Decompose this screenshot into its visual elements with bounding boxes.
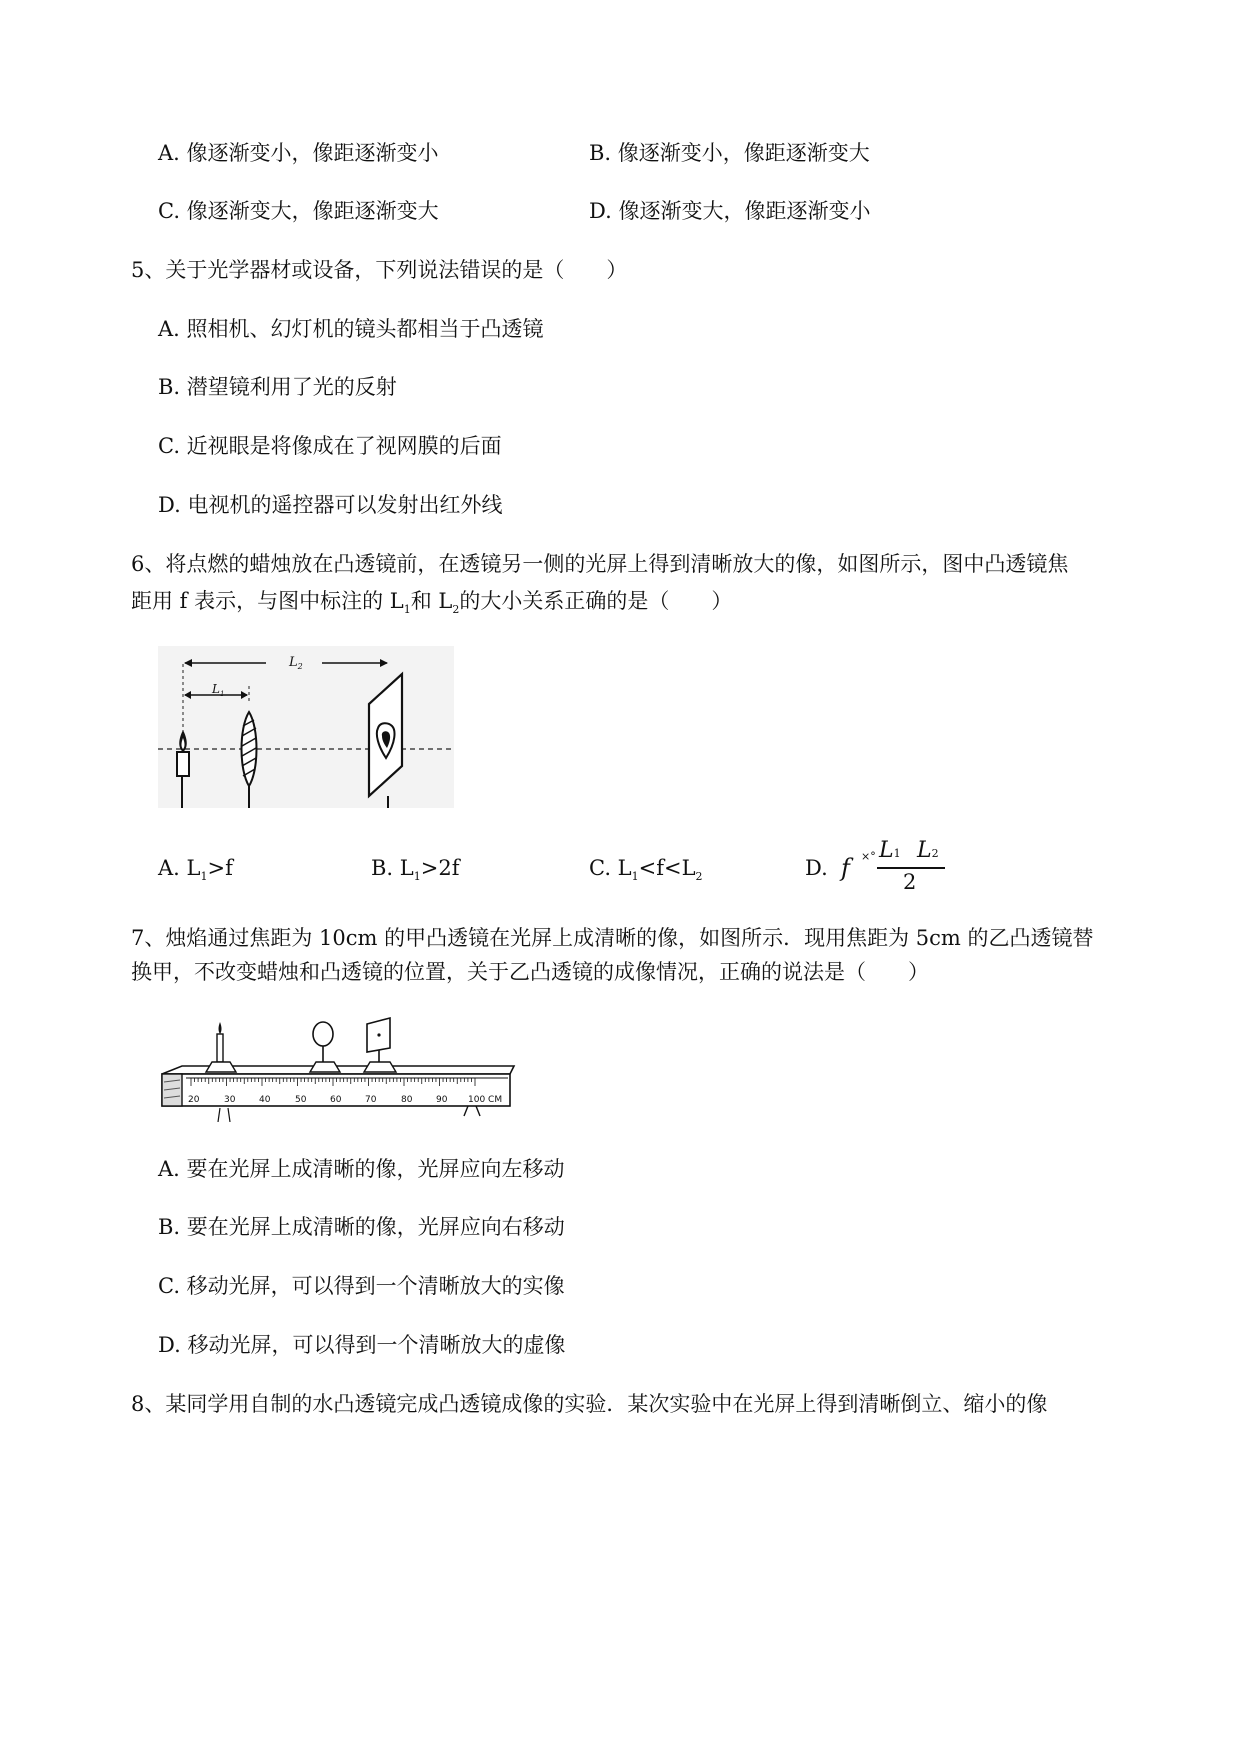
q6-option-a: A. $L_1>f$ — [158, 856, 233, 883]
q7-stem-line1: 7、烛焰通过焦距为 10cm 的甲凸透镜在光屏上成清晰的像，如图所示．现用焦距为 5cm 的乙凸透镜替 — [131, 926, 1094, 950]
q6-stem-sub1: 1 — [403, 603, 411, 616]
q5-option-d: D. 电视机的遥控器可以发射出红外线 — [158, 493, 503, 517]
q6-stem-text-b: 和 L — [410, 589, 453, 613]
q5-option-b: B. 潜望镜利用了光的反射 — [158, 375, 397, 399]
q7-stem-line2: 换甲，不改变蜡烛和凸透镜的位置，关于乙凸透镜的成像情况，正确的说法是（ ） — [131, 960, 929, 984]
fraction-bar — [877, 867, 945, 869]
formula-numerator-l1: L1 — [879, 838, 901, 863]
q5-option-a: A. 照相机、幻灯机的镜头都相当于凸透镜 — [158, 317, 544, 341]
q6-stem-text-a: 距用 f 表示，与图中标注的 L — [131, 589, 404, 613]
ruler-label-40: 40 — [259, 1095, 271, 1105]
q5-option-c: C. 近视眼是将像成在了视网膜的后面 — [158, 434, 502, 458]
q4-option-d: D. 像逐渐变大，像距逐渐变小 — [589, 199, 871, 223]
ruler-label-100: 100 CM — [468, 1095, 503, 1105]
ruler-label-50: 50 — [295, 1095, 307, 1105]
q6-stem-text-c: 的大小关系正确的是（ ） — [459, 589, 733, 613]
q5-stem: 5、关于光学器材或设备，下列说法错误的是（ ） — [131, 258, 628, 282]
l1-label: $L_1$ — [212, 682, 225, 698]
q7-option-b: B. 要在光屏上成清晰的像，光屏应向右移动 — [158, 1215, 565, 1239]
q8-stem-line1: 8、某同学用自制的水凸透镜完成凸透镜成像的实验．某次实验中在光屏上得到清晰倒立、缩小的像 — [131, 1392, 1048, 1416]
q4-option-b: B. 像逐渐变小，像距逐渐变大 — [589, 141, 870, 165]
formula-f: f — [841, 854, 850, 882]
q7-option-c: C. 移动光屏，可以得到一个清晰放大的实像 — [158, 1274, 565, 1298]
formula-symbol: ×° — [861, 850, 876, 863]
bench-leg — [464, 1106, 468, 1116]
bench-lens-icon — [310, 1022, 340, 1072]
q7-option-a: A. 要在光屏上成清晰的像，光屏应向左移动 — [158, 1157, 565, 1181]
ruler-label-30: 30 — [224, 1095, 236, 1105]
q6-option-d-formula — [835, 838, 955, 898]
ruler-label-80: 80 — [401, 1095, 413, 1105]
ruler-label-70: 70 — [365, 1095, 377, 1105]
q6-stem-sub2: 2 — [452, 603, 460, 616]
figure-background — [158, 646, 454, 808]
q7-optical-bench-figure — [158, 1016, 518, 1122]
q4-option-c: C. 像逐渐变大，像距逐渐变大 — [158, 199, 439, 223]
q7-option-d: D. 移动光屏，可以得到一个清晰放大的虚像 — [158, 1333, 566, 1357]
q6-option-b: B. $L_1>2f$ — [371, 856, 460, 883]
ruler-label-90: 90 — [436, 1095, 448, 1105]
q6-stem-line2 — [131, 586, 732, 620]
formula-numerator-l2: L2 — [917, 838, 939, 863]
bench-candle-icon — [206, 1022, 236, 1122]
bench-screen-icon — [364, 1018, 396, 1072]
formula-denominator: 2 — [903, 870, 917, 894]
q6-option-d-label: D. — [805, 856, 828, 880]
q6-option-c: C. $L_1<f<L_2$ — [589, 856, 703, 883]
l2-label: $L_2$ — [289, 655, 303, 671]
ruler-label-60: 60 — [330, 1095, 342, 1105]
q6-lens-figure — [158, 646, 454, 808]
q4-option-a: A. 像逐渐变小，像距逐渐变小 — [158, 141, 439, 165]
bench-leg — [476, 1106, 480, 1116]
ruler-label-20: 20 — [188, 1095, 200, 1105]
q6-stem-line1: 6、将点燃的蜡烛放在凸透镜前，在透镜另一侧的光屏上得到清晰放大的像，如图所示，图中凸透镜焦 — [131, 552, 1069, 576]
